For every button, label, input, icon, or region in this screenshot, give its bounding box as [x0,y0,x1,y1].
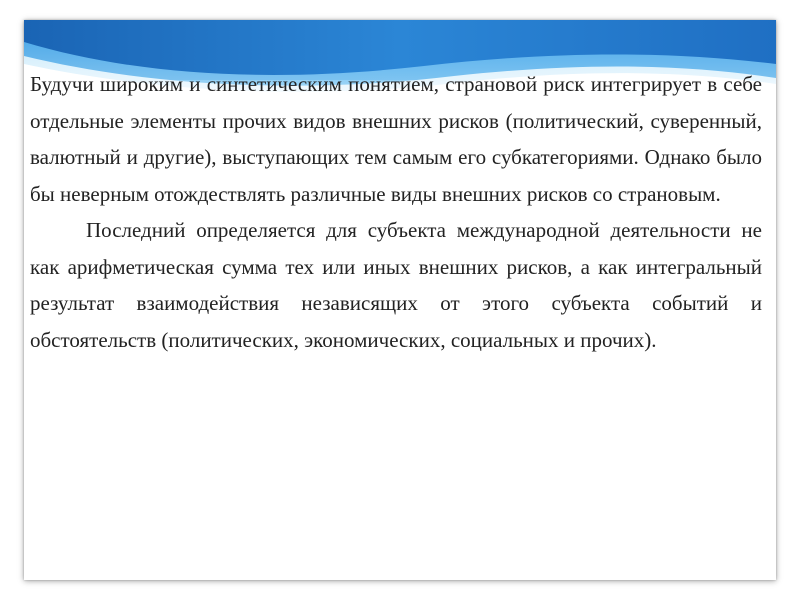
slide-frame [24,20,776,580]
slide-body-text [30,66,762,358]
paragraph-1: Будучи широким и синтетическим понятием, страновой риск интегрирует в себе отдельные элементы прочих видов внешних рисков (политический, суверенный, валютный и другие), выступающих тем самым его субкатегориями. Однако было бы неверным отождествлять различные виды внешних рисков со страновым. [30,72,762,206]
paragraph-2: Последний определяется для субъекта международной деятельности не как арифметическая сумма тех или иных внешних рисков, а как интегральный результат взаимодействия независящих от этого субъекта событий и обстоятельств (политических, экономических, социальных и прочих). [30,218,762,352]
